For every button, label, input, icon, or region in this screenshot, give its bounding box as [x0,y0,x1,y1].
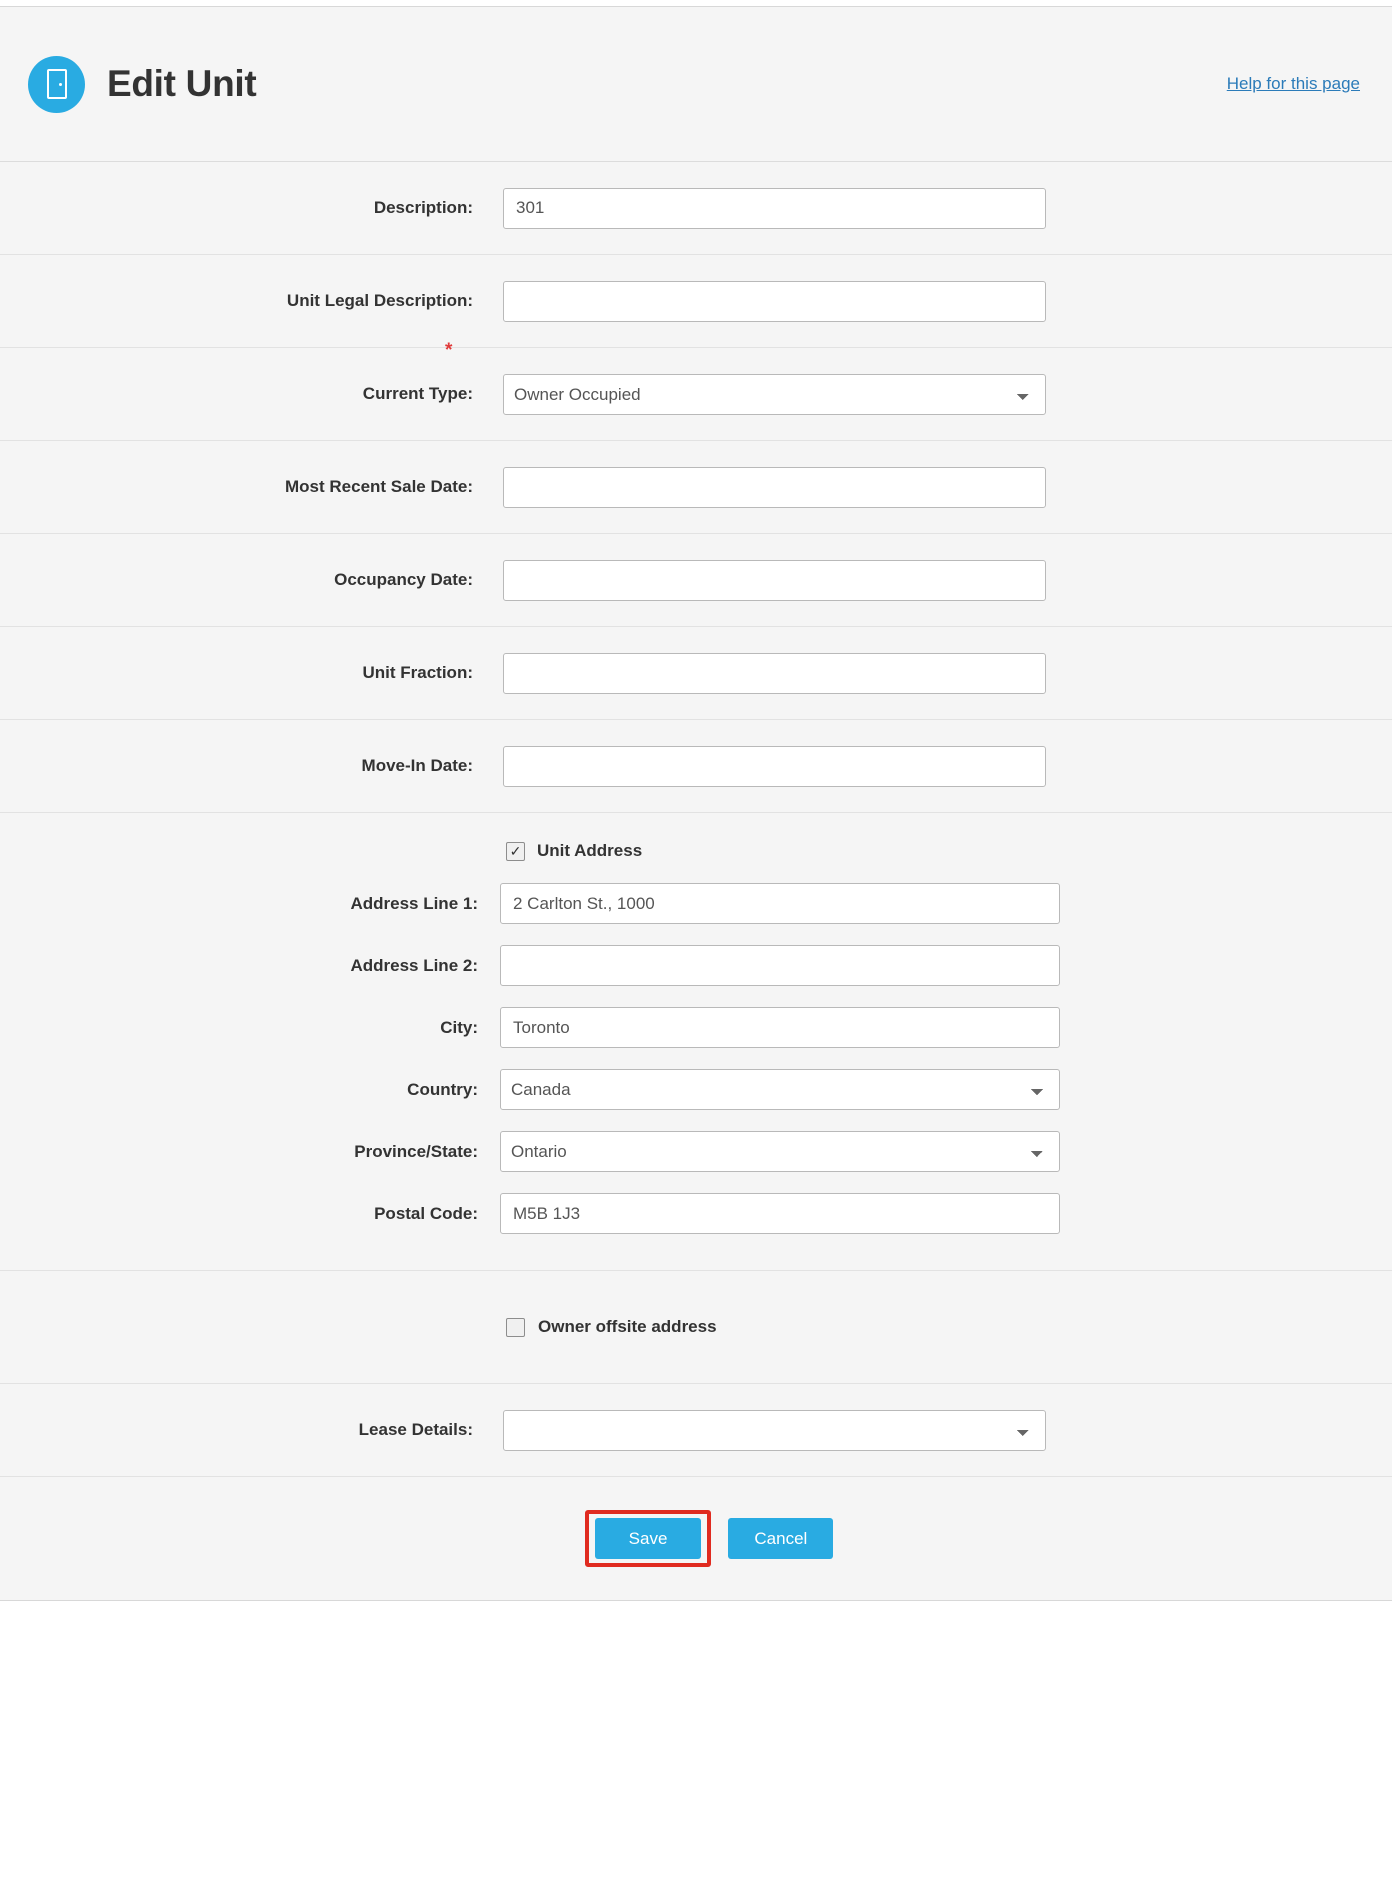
label-unit-fraction: Unit Fraction: [362,663,473,682]
label-postal-code: Postal Code: [374,1203,478,1223]
row-unit-fraction [0,627,1392,720]
unit-address-checkbox-row[interactable] [506,841,1392,861]
edit-unit-panel [0,6,1392,1601]
label-province-state: Province/State: [354,1141,478,1161]
unit-legal-description-input[interactable] [503,281,1046,322]
label-current-type: Current Type: [362,384,473,403]
row-city [0,1007,1392,1048]
label-occupancy-date: Occupancy Date: [334,570,473,589]
label-address-line-1: Address Line 1: [350,893,478,913]
label-unit-legal-description: Unit Legal Description: [286,291,473,310]
description-input[interactable] [503,188,1046,229]
row-lease-details [0,1384,1392,1477]
row-country [0,1069,1392,1110]
unit-address-checkbox-label: Unit Address [537,841,643,860]
help-for-this-page-link[interactable]: Help for this page [1226,74,1360,93]
label-most-recent-sale-date: Most Recent Sale Date: [285,477,473,496]
field-move-in-date [503,746,1392,787]
postal-code-input[interactable] [500,1193,1060,1234]
current-type-select[interactable] [503,374,1046,415]
unit-address-checkbox[interactable]: ✓ [506,842,525,861]
field-current-type [503,374,1392,415]
field-unit-fraction [503,653,1392,694]
header-left [28,56,256,113]
page-header [0,7,1392,162]
lease-details-select[interactable] [503,1410,1046,1451]
occupancy-date-input[interactable] [503,560,1046,601]
row-postal-code [0,1193,1392,1234]
field-unit-legal-description [503,281,1392,322]
row-unit-legal-description [0,255,1392,348]
button-bar [0,1477,1392,1600]
save-button-highlight [585,1510,712,1567]
row-move-in-date [0,720,1392,813]
unit-address-block [0,813,1392,1271]
row-most-recent-sale-date [0,441,1392,534]
label-lease-details: Lease Details: [358,1420,473,1439]
cancel-button[interactable]: Cancel [728,1518,833,1559]
owner-offsite-checkbox-row[interactable] [506,1317,717,1337]
description-required-marker: * [445,340,453,361]
city-input[interactable] [500,1007,1060,1048]
row-address-line-1 [0,883,1392,924]
label-address-line-2: Address Line 2: [350,955,478,975]
label-move-in-date: Move-In Date: [361,756,473,775]
page-title: Edit Unit [107,63,257,104]
province-state-select[interactable] [500,1131,1060,1172]
label-description-text: Description: [373,198,473,217]
row-occupancy-date [0,534,1392,627]
label-city: City: [440,1017,478,1037]
row-address-line-2 [0,945,1392,986]
unit-fraction-input[interactable] [503,653,1046,694]
owner-offsite-checkbox-label: Owner offsite address [538,1317,717,1336]
row-current-type [0,348,1392,441]
most-recent-sale-date-input[interactable] [503,467,1046,508]
move-in-date-input[interactable] [503,746,1046,787]
address-line-2-input[interactable] [500,945,1060,986]
row-description [0,162,1392,255]
label-country: Country: [407,1079,478,1099]
save-button[interactable]: Save [595,1518,702,1559]
owner-offsite-block [0,1271,1392,1384]
owner-offsite-checkbox[interactable] [506,1318,525,1337]
field-description [503,188,1392,229]
label-description [0,198,503,218]
field-most-recent-sale-date [503,467,1392,508]
field-lease-details [503,1410,1392,1451]
row-province-state [0,1131,1392,1172]
door-icon [28,56,85,113]
country-select[interactable] [500,1069,1060,1110]
address-line-1-input[interactable] [500,883,1060,924]
field-occupancy-date [503,560,1392,601]
